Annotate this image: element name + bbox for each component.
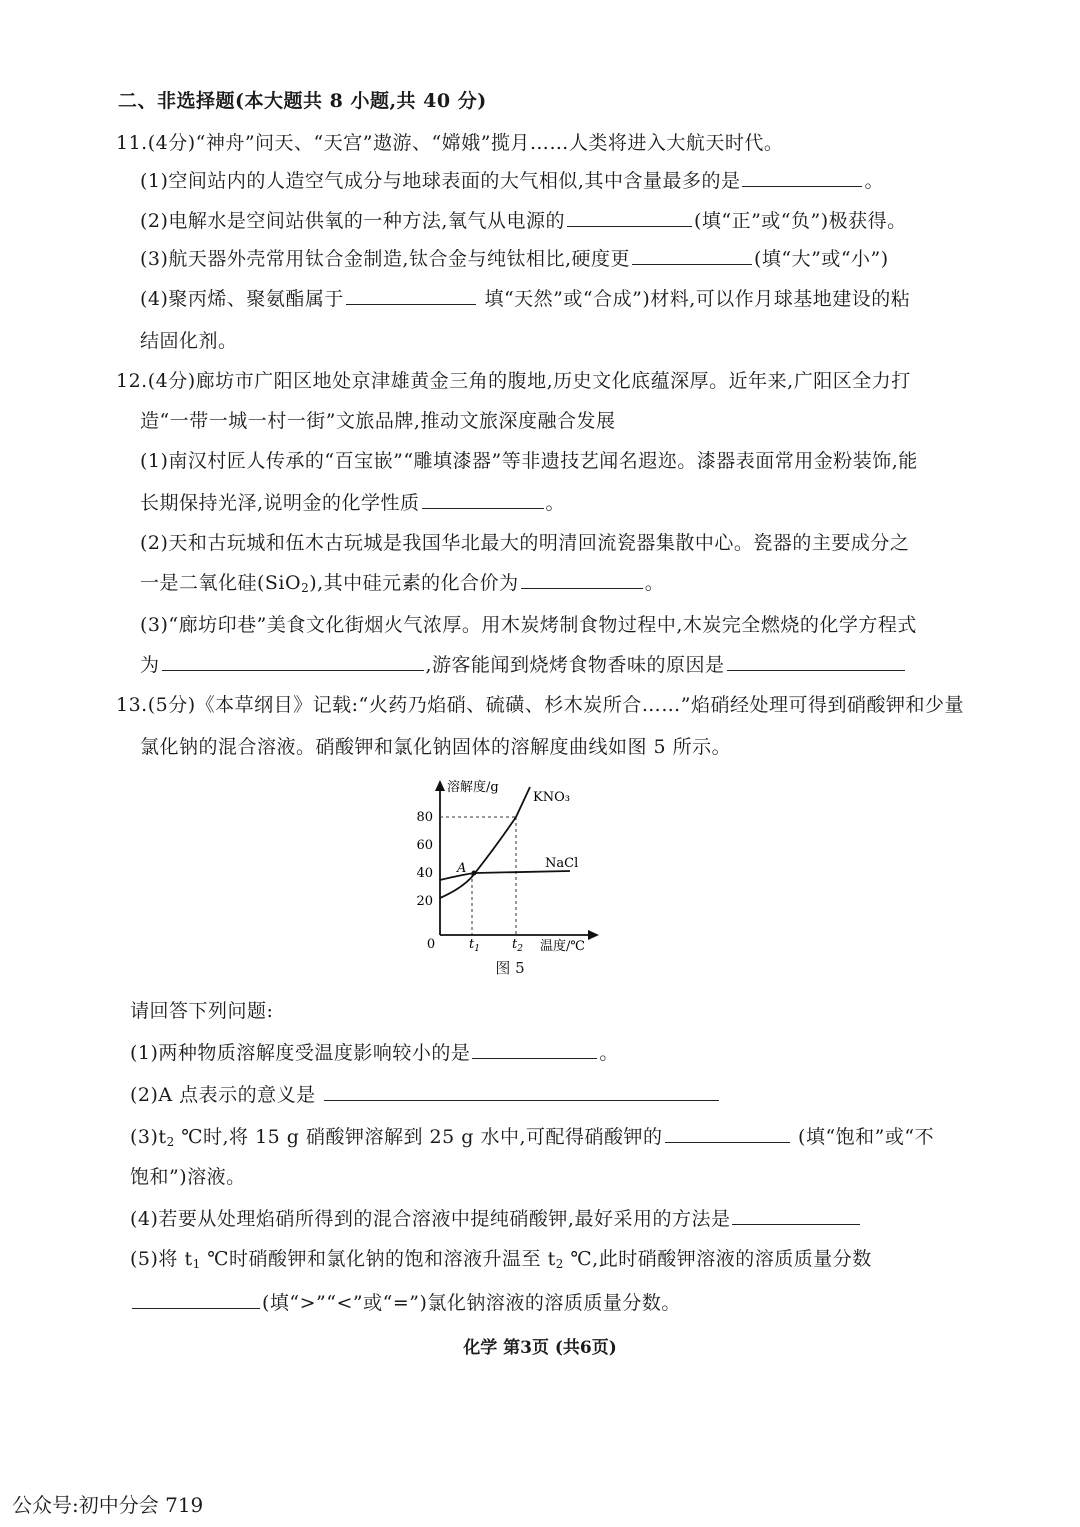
x-tick-t2: $t_2$ (512, 937, 523, 954)
figure-5 (395, 775, 625, 985)
nacl-label: NaCl (545, 856, 579, 871)
q12-part2-line1: (2)天和古玩城和伍木古玩城是我国华北最大的明清回流瓷器集散中心。瓷器的主要成分之 (140, 532, 910, 554)
y-tick-60: 60 (416, 838, 433, 853)
q11-part4: (4)聚丙烯、聚氨酯属于 填“天然”或“合成”)材料,可以作月球基地建设的粘 (140, 288, 911, 310)
q12-part2-line2: 一是二氧化硅(SiO$_2$),其中硅元素的化合价为 。 (140, 572, 665, 595)
answer-blank[interactable] (732, 1206, 860, 1225)
y-tick-20: 20 (416, 894, 433, 909)
answer-blank[interactable] (521, 570, 643, 589)
answer-blank[interactable] (324, 1082, 719, 1101)
q13-part5-line2: (填“>”“<”或“=”)氯化钠溶液的溶质质量分数。 (130, 1290, 681, 1316)
q12-stem-line2: 造“一带一城一村一街”文旅品牌,推动文旅深度融合发展 (140, 410, 616, 432)
q13-part3-line2: 饱和”)溶液。 (130, 1166, 246, 1188)
q13-stem-line2: 氯化钠的混合溶液。硝酸钾和氯化钠固体的溶解度曲线如图 5 所示。 (140, 736, 732, 758)
figure-caption: 图 5 (495, 959, 525, 977)
q11-part1: (1)空间站内的人造空气成分与地球表面的大气相似,其中含量最多的是 。 (140, 170, 884, 192)
answer-blank[interactable] (132, 1290, 260, 1309)
q12-part3-line2: 为 ,游客能闻到烧烤食物香味的原因是 (140, 652, 907, 678)
q11-part4-cont: 结固化剂。 (140, 330, 238, 352)
q13-part4: (4)若要从处理焰硝所得到的混合溶液中提纯硝酸钾,最好采用的方法是 (130, 1206, 862, 1232)
page-footer: 化学 第3页 (共6页) (463, 1338, 617, 1358)
point-a-label: A (457, 861, 467, 876)
y-tick-40: 40 (416, 866, 433, 881)
answer-blank[interactable] (162, 652, 424, 671)
kno3-label: KNO₃ (533, 790, 570, 805)
x-axis-label: 温度/℃ (540, 939, 585, 954)
answer-blank[interactable] (665, 1124, 790, 1143)
q11-part2: (2)电解水是空间站供氧的一种方法,氧气从电源的 (填“正”或“负”)极获得。 (140, 210, 907, 232)
answer-blank[interactable] (742, 168, 862, 187)
q13-part3-line1: $(3)t_2$ ℃时,将 15 g 硝酸钾溶解到 25 g 水中,可配得硝酸钾的 (填“饱和”或“不 (130, 1126, 935, 1149)
watermark: 公众号:初中分会 719 (12, 1493, 204, 1517)
q13-stem-line1: 13.(5分)《本草纲目》记载:“火药乃焰硝、硫磺、杉木炭所合……”焰硝经处理可得到硝酸钾和少量 (116, 694, 964, 716)
q12-part1-line2: 长期保持光泽,说明金的化学性质 。 (140, 492, 566, 514)
answer-blank[interactable] (632, 246, 752, 265)
answer-blank[interactable] (422, 490, 544, 509)
origin-label: 0 (426, 937, 436, 952)
solubility-chart (395, 775, 625, 955)
q11-stem: 11.(4分)“神舟”问天、“天宫”遨游、“嫦娥”揽月……人类将进入大航天时代。 (116, 132, 784, 154)
q12-part3-line1: (3)“廊坊印巷”美食文化街烟火气浓厚。用木炭烤制食物过程中,木炭完全燃烧的化学方程式 (140, 614, 917, 636)
q13-part2: (2)A 点表示的意义是 (130, 1082, 721, 1108)
point-a (472, 871, 477, 876)
x-axis-arrow (588, 930, 599, 940)
q12-stem-line1: 12.(4分)廊坊市广阳区地处京津雄黄金三角的腹地,历史文化底蕴深厚。近年来,广阳区全力打 (116, 370, 911, 392)
answer-blank[interactable] (567, 208, 692, 227)
q13-part1: (1)两种物质溶解度受温度影响较小的是 。 (130, 1042, 619, 1064)
x-tick-t1: $t_1$ (469, 937, 480, 954)
y-axis-arrow (435, 780, 445, 791)
answer-blank[interactable] (346, 286, 476, 305)
y-axis-label: 溶解度/g (447, 780, 499, 795)
q13-prompt: 请回答下列问题: (130, 1000, 274, 1022)
q11-part3: (3)航天器外壳常用钛合金制造,钛合金与纯钛相比,硬度更 (填“大”或“小”) (140, 248, 889, 270)
q12-part1-line1: (1)南汉村匠人传承的“百宝嵌”“雕填漆器”等非遗技艺闻名遐迩。漆器表面常用金粉装饰,能 (140, 450, 918, 472)
answer-blank[interactable] (472, 1040, 597, 1059)
q13-part5-line1: (5)将 $t_1$ ℃时硝酸钾和氯化钠的饱和溶液升温至 $t_2$ ℃,此时硝酸钾溶液的溶质质量分数 (130, 1248, 872, 1271)
answer-blank[interactable] (727, 652, 905, 671)
section-title: 二、非选择题(本大题共 8 小题,共 40 分) (118, 90, 487, 112)
y-tick-80: 80 (416, 810, 433, 825)
